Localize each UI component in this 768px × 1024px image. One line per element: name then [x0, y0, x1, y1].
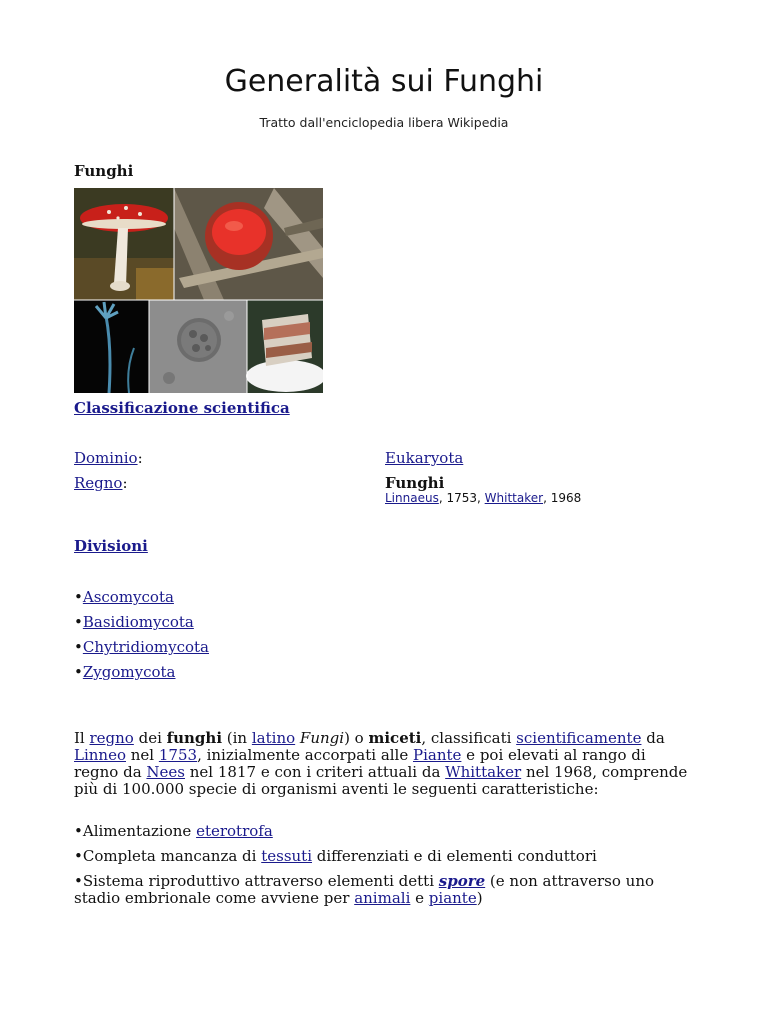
bracket-fungus-photo: [246, 300, 323, 393]
page-subtitle: Tratto dall'enciclopedia libera Wikipedia: [259, 115, 509, 130]
division-item: •Zygomycota: [74, 663, 176, 681]
infobox-name: Funghi: [74, 162, 134, 180]
dominio-link[interactable]: Dominio: [74, 449, 138, 467]
spore-link[interactable]: spore: [438, 872, 486, 890]
mould-photo: [74, 300, 149, 393]
piante-lower-link[interactable]: piante: [428, 889, 477, 907]
classification-heading-link[interactable]: Classificazione scientifica: [74, 399, 290, 417]
row-regno-label: Regno:: [74, 474, 128, 492]
linnaeus-link[interactable]: Linnaeus: [385, 491, 439, 505]
page-title: Generalità sui Funghi: [224, 64, 544, 99]
amanita-photo: [74, 188, 174, 300]
scarlet-cup-photo: [174, 188, 323, 300]
division-item: •Ascomycota: [74, 588, 174, 606]
scientificamente-link[interactable]: scientificamente: [516, 729, 642, 747]
fungi-collage-image: [74, 188, 323, 393]
year-1753-link[interactable]: 1753: [158, 746, 198, 764]
feature-item-tissues: •Completa mancanza di tessuti differenziati e di elementi conduttori: [74, 847, 597, 865]
basidiomycota-link[interactable]: Basidiomycota: [82, 613, 194, 631]
ascomycota-link[interactable]: Ascomycota: [82, 588, 174, 606]
eukaryota-link[interactable]: Eukaryota: [385, 449, 464, 467]
latino-link[interactable]: latino: [251, 729, 296, 747]
microscope-photo: [149, 300, 247, 393]
authority-year-1: 1753: [446, 491, 478, 505]
division-item: •Basidiomycota: [74, 613, 194, 631]
divisions-heading-link[interactable]: Divisioni: [74, 537, 148, 555]
division-item: •Chytridiomycota: [74, 638, 209, 656]
regno-inline-link[interactable]: regno: [89, 729, 134, 747]
taxon-authority: Linnaeus, 1753, Whittaker, 1968: [385, 491, 582, 505]
eterotrofa-link[interactable]: eterotrofa: [196, 822, 273, 840]
row-dominio-label: Dominio:: [74, 449, 143, 467]
whittaker-authority-link[interactable]: Whittaker: [484, 491, 544, 505]
regno-link[interactable]: Regno: [74, 474, 123, 492]
feature-item-reproduction: •Sistema riproduttivo attraverso elementi detti spore (e non attraverso uno stadio embrionale come avviene per animali e piante): [74, 872, 655, 907]
whittaker-link[interactable]: Whittaker: [445, 763, 522, 781]
piante-link[interactable]: Piante: [413, 746, 462, 764]
zygomycota-link[interactable]: Zygomycota: [82, 663, 176, 681]
animali-link[interactable]: animali: [354, 889, 411, 907]
feature-item-nutrition: •Alimentazione eterotrofa: [74, 822, 273, 840]
tessuti-link[interactable]: tessuti: [261, 847, 313, 865]
chytridiomycota-link[interactable]: Chytridiomycota: [82, 638, 209, 656]
intro-paragraph: Il regno dei funghi (in latino Fungi) o miceti, classificati scientificamente da Linneo nel 1753, inizialmente accorpati alle Piante e poi elevati al rango di regno da Nees nel 1817 e con i criteri attuali da Whittaker nel 1968, comprende più di 100.000 specie di organismi aventi le seguenti caratteristiche:: [74, 729, 688, 798]
authority-year-2: 1968: [550, 491, 582, 505]
linneo-link[interactable]: Linneo: [74, 746, 126, 764]
nees-link[interactable]: Nees: [146, 763, 185, 781]
regno-value: Funghi: [385, 474, 445, 492]
